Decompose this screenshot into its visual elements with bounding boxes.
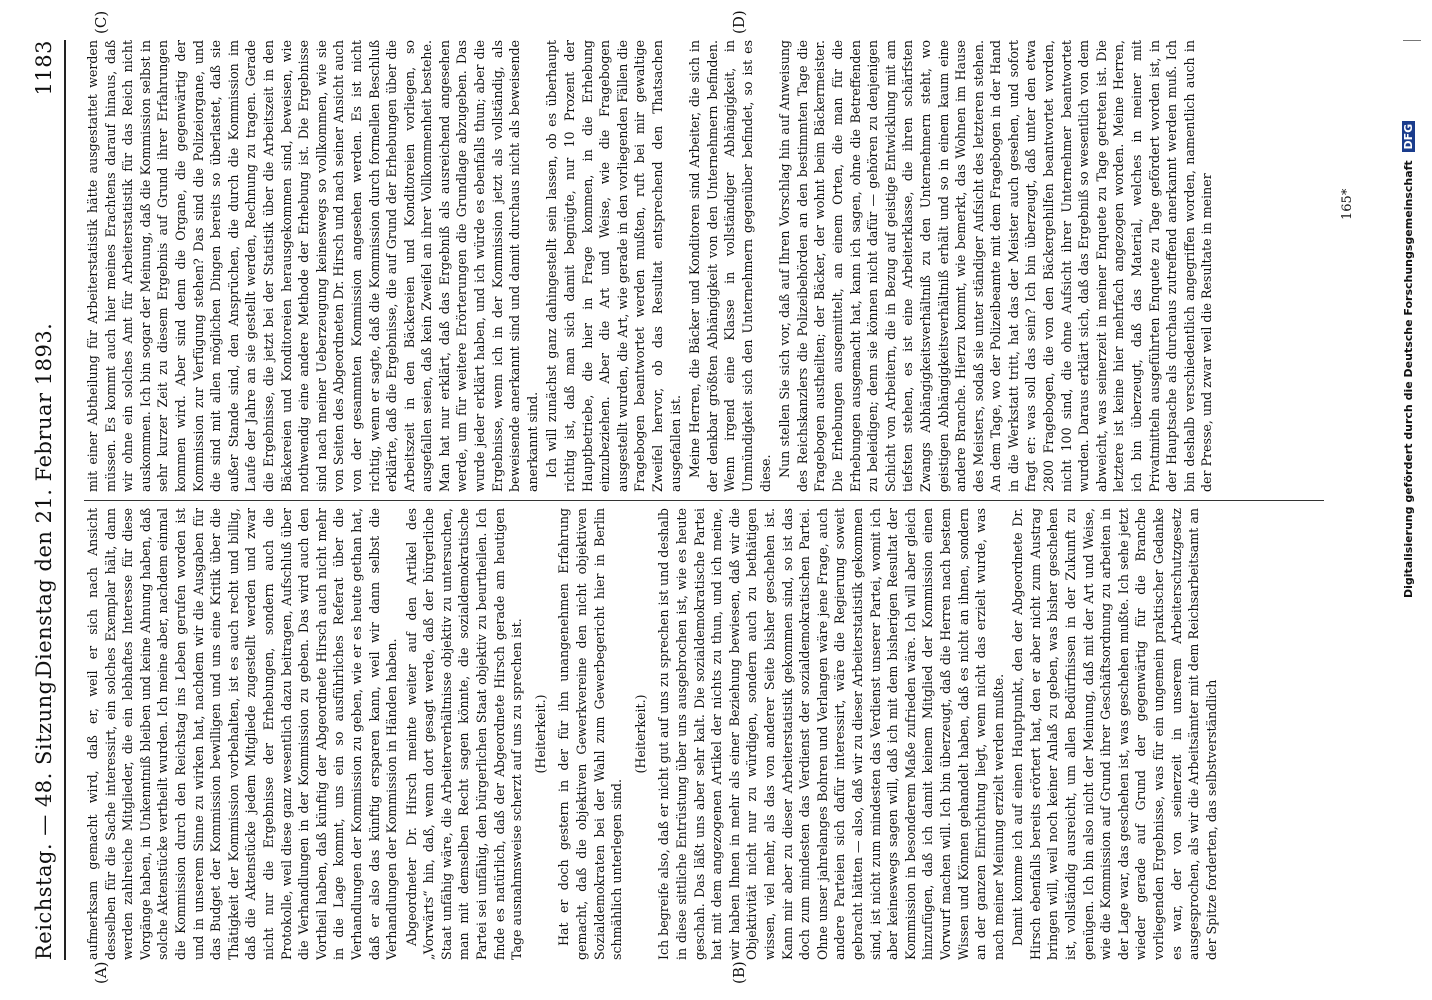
right-column	[84, 40, 1334, 492]
paragraph: Meine Herren, die Bäcker und Konditoren sind Arbeiter, die sich in der denkbar größten Abhängigkeit von den Unternehmern befinden. Wenn irgend eine Klasse in vollständiger Abhängigkeit, in Unmündigkeit sich den Unternehmern gegenüber befindet, so ist es diese.	[687, 40, 773, 492]
column-divider	[84, 500, 1324, 501]
paragraph: mit einer Abtheilung für Arbeiterstatistik hätte ausgestattet werden müssen. Es kommt auch hier meines Erachtens darauf hinaus, daß wir ohne ein solches Amt für Arbeiterstatistik für das Reich nicht auskommen. Ich bin sogar der Meinung, daß die Kommission selbst in sehr kurzer Zeit zu diesem Ergebnis auf Grund ihrer Erfahrungen kommen wird. Aber sind denn die Organe, die gegenwärtig der Kommission zur Verfügung stehen? Das sind die Polizeiorgane, und die sind mit allen möglichen Dingen bereits so überlastet, daß sie außer Stande sind, den Ansprüchen, die durch die Kommission im Laufe der Jahre an sie gestellt werden, Rechnung zu tragen. Gerade die Ergebnisse, die jetzt bei der Statistik über die Arbeitszeit in den Bäckereien und Konditoreien herausgekommen sind, beweisen, wie nothwendig eine andere Methode der Erhebung ist. Die Ergebnisse sind nach meiner Ueberzeugung keineswegs so vollkommen, wie sie von Seiten des Abgeordneten Dr. Hirsch und nach seiner Ansicht auch von der gesammten Kommission angesehen werden. Es ist nicht richtig, wenn er sagte, daß die Kommission durch formellen Beschluß erklärte, daß die Ergebnisse, die auf Grund der Erhebungen über die Arbeitszeit in den Bäckereien und Konditoreien vorliegen, so ausgefallen seien, daß kein Zweifel an ihrer Vollkommenheit bestehe. Man hat nur erklärt, daß das Ergebniß als ausreichend angesehen werde, um für weitere Erörterungen die Grundlage abzugeben. Das wurde jeder erklärt haben, und ich würde es ebenfalls thun; aber die Ergebnisse, wenn ich in der Kommission jetzt als vollständig, als beweisende anerkannt sind und damit durchaus nicht als beweisende anerkannt sind.	[85, 40, 540, 492]
signature-mark: 165*	[1340, 188, 1355, 220]
paragraph: Hat er doch gestern in der für ihn unangenehmen Erfahrung gemacht, daß die objektiven Gewerkvereine den nicht objektiven Sozialdemokraten bei der Wahl zum Gewerbegericht hier in Berlin schmählich unterlegen sind.	[556, 508, 625, 960]
paragraph: Abgeordneter Dr. Hirsch meinte weiter auf den Artikel des „Vorwärts“ hin, daß, wenn dort gesagt werde, daß der bürgerliche Staat unfähig wäre, die Arbeiterverhältnisse objektiv zu untersuchen, man mit demselben Recht sagen könnte, die sozialdemokratische Partei sei unfähig, den bürgerlichen Staat objektiv zu beurtheilen. Ich finde es natürlich, daß der Abgeordnete Hirsch gerade am heutigen Tage ausnahmsweise scherzt auf uns zu sprechen ist.	[403, 508, 525, 960]
margin-marker-b: (B)	[730, 961, 748, 984]
interjection: (Heiterkeit.)	[632, 694, 648, 774]
interjection: (Heiterkeit.)	[532, 694, 548, 774]
paragraph: Ich begreife also, daß er nicht gut auf uns zu sprechen ist und deshalb in diese sittliche Entrüstung über uns ausgebrochen ist, wie es heute geschah. Das läßt uns aber sehr kalt. Die sozialdemokratische Partei hat mit dem angezogenen Artikel der nichts zu thun, und ich meine, wir haben Ihnen in mehr als einer Beziehung bewiesen, daß wir die Objektivität nicht nur zu würdigen, sondern auch zu bethätigen wissen, viel mehr, als das von anderer Seite bisher geschehen ist. Kann mir aber zu dieser Arbeiterstatistik gekommen sind, so ist das doch zum mindesten das Verdienst der sozialdemokratischen Partei. Ohne unser jahrelanges Bohren und Verlangen wäre jene Frage, auch andere Parteien sich dafür interessirt, wäre die Regierung soweit gebracht hätten — also, daß wir zu dieser Arbeiterstatistik gekommen sind, ist nicht zum mindesten das Verdienst unserer Partei, womit ich aber keineswegs sagen will, daß ich mit dem bisherigen Resultat der Kommission in besonderem Maße zufrieden wäre. Ich will aber gleich hinzufügen, daß ich damit keinem Mitglied der Kommission einen Vorwurf machen will. Ich bin überzeugt, daß die Herren nach bestem Wissen und Können gehandelt haben, daß es nicht an ihnen, sondern an der ganzen Einrichtung liegt, wenn nicht das erzielt wurde, was nach meiner Meinung erzielt werden mußte.	[656, 508, 1006, 960]
paragraph: aufmerksam gemacht wird, daß er, weil er sich nach Ansicht desselben für die Sache interessirt, ein solches Exemplar hält, dann werden zahlreiche Mitglieder, die ein lebhaftes Interesse für diese Vorgänge haben, in Unkenntniß bleiben und keine Ahnung haben, daß solche Aktenstücke vertheilt wurden. Ich meine aber, nachdem einmal die Kommission durch den Reichstag ins Leben gerufen worden ist und in unserem Sinne zu wirken hat, nachdem wir die Ausgaben für das Budget der Kommission bewilligen und uns eine Kritik über die Thätigkeit der Kommission vorbehalten, ist es auch recht und billig, daß die Aktenstücke jedem Mitgliede zugestellt werden und zwar nicht nur die Ergebnisse der Erhebungen, sondern auch die Protokolle, weil diese ganz wesentlich dazu beitragen, Aufschluß über die Verhandlungen in der Kommission zu geben. Das wird auch den Vortheil haben, daß künftig der Abgeordnete Hirsch auch nicht mehr in die Lage kommt, uns ein so ausführliches Referat über die Verhandlungen der Kommission zu geben, wie er es heute gethan hat, daß er also das künftig ersparen kann, weil wir dann selbst die Verhandlungen der Kommission in Händen haben.	[85, 508, 400, 960]
margin-marker-a: (A)	[92, 961, 110, 984]
dfg-logo: DFG	[1402, 121, 1415, 153]
page-header	[30, 40, 66, 960]
paragraph: Nun stellen Sie sich vor, daß auf Ihren Vorschlag hin auf Anweisung des Reichskanzlers die Polizeibehörden an den bestimmten Tage die Fragebogen austheilten; der Bäcker, der wohnt beim Bäckermeister. Die Erhebungen ausgemittelt, an einem Orten, die man für die Erhebungen ausgemacht hat, kann ich sagen, ohne die Betreffenden zu beleidigen; denn sie können nicht dafür — gehören zu denjenigen Schicht von Arbeitern, die in Bezug auf geistige Entwicklung mit am tiefsten stehen, es ist eine Arbeiterklasse, die ihren schärfsten Zwangs Abhängigkeitsverhältniß zu den Unternehmern steht, wo geistigen Abhängigkeitsverhältniß erhält und so in einem kaum eine andere Branche. Hierzu kommt, wie bemerkt, das Wohnen im Hause des Meisters, sodaß sie unter ständiger Aufsicht des letzteren stehen. An dem Tage, wo der Polizeibeamte mit dem Fragebogen in der Hand in die Werkstatt tritt, hat das der Meister auch gesehen, und sofort fragt er: was soll das sein? Ich bin überzeugt, daß unter den etwa 2800 Fragebogen, die von den Bäckergehilfen beantwortet worden, nicht 100 sind, die ohne Aufsicht ihrer Unternehmer beantwortet wurden. Daraus erklärt sich, daß das Ergebniß so wesentlich von dem abweicht, was seinerzeit in meiner Enquete zu Tage getreten ist. Die letztere ist keine hier mehrfach angezogen worden. Meine Herren, ich bin überzeugt, daß das Material, welches in meiner mit Privatmitteln ausgeführten Enquete zu Tage gefördert worden ist, in der Hauptsache als durchaus zutreffend anerkannt werden muß. Ich bin deshalb verschiedentlich angegriffen worden, namentlich auch in der Presse, und zwar weil die Resultate in meiner	[777, 40, 1215, 492]
left-column	[84, 508, 1334, 960]
paragraph: Damit komme ich auf einen Hauptpunkt, den der Abgeordnete Dr. Hirsch ebenfalls bereits erörtert hat, den er aber nicht zum Austrag bringen will, weil noch keiner Anlaß zu geben, was bisher geschehen ist, vollständig ausreicht, um allen Bedürfnissen in der Zukunft zu genügen. Ich bin also nicht der Meinung, daß mit der Art und Weise, wie die Kommission auf Grund ihrer Geschäftsordnung zu arbeiten in der Lage war, das geschehen ist, was geschehen mußte. Ich sehe jetzt wieder gerade auf Grund der gegenwärtig für die Branche vorliegenden Ergebnisse, was für ein ungemein praktischer Gedanke es war, der von seinerzeit in unserem Arbeiterschutzgesetz ausgesprochen, als wir die Arbeitsämter mit dem Reichsarbeitsamt an der Spitze forderten, das selbstverständlich	[1010, 508, 1219, 960]
margin-marker-c: (C)	[92, 10, 110, 34]
header-date: Dienstag den 21. Februar 1893.	[32, 322, 56, 678]
header-left: Reichstag. — 48. Sitzung.	[32, 673, 56, 960]
funding-note	[1402, 18, 1422, 618]
page-number: 1183	[32, 40, 56, 96]
paragraph: Ich will zunächst ganz dahingestellt sein lassen, ob es überhaupt richtig ist, daß man sich damit begnügte, nur 10 Prozent der Hauptbetriebe, die hier in Frage kommen, in die Erhebung einzubeziehen. Aber die Art und Weise, wie die Fragebogen ausgestellt wurden, die Art, wie gerade in den vorliegenden Fällen die Fragebogen beantwortet werden mußten, ruft bei mir gewaltige Zweifel hervor, ob das Resultat entsprechend den Thatsachen ausgefallen ist.	[544, 40, 683, 492]
funding-text: Digitalisierung gefördert durch die Deutsche Forschungsgemeinschaft	[1402, 160, 1415, 598]
margin-marker-d: (D)	[730, 10, 748, 34]
